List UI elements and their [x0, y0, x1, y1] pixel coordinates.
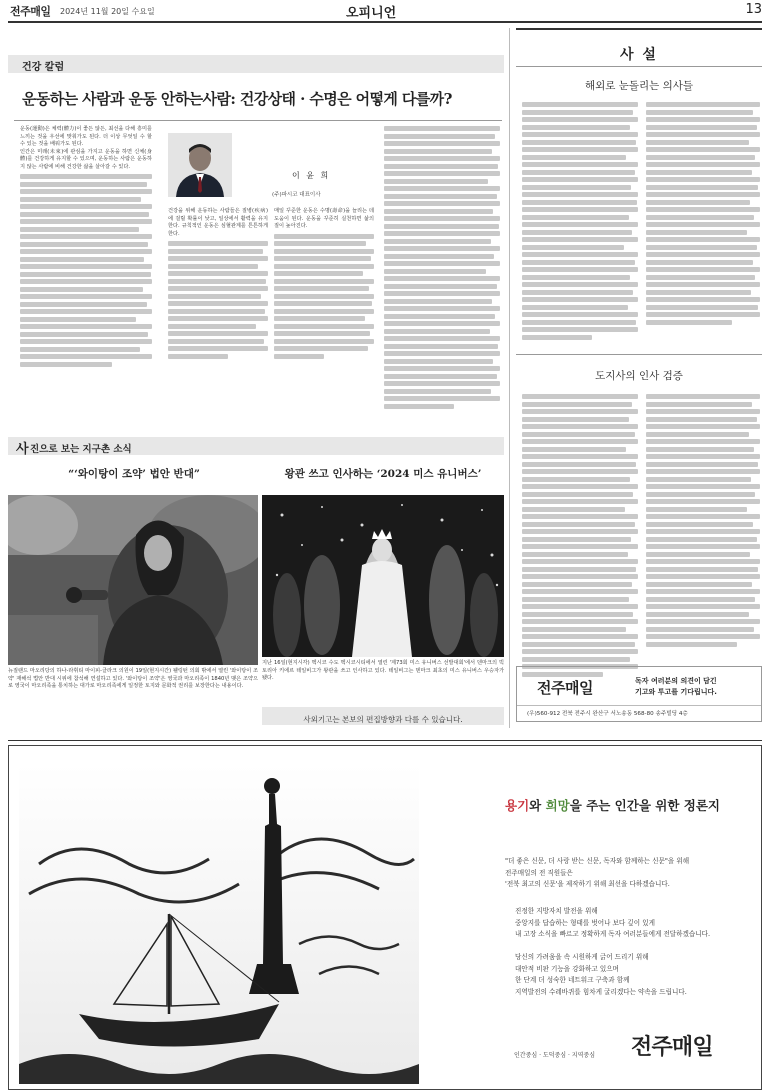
ad-illustration: [19, 764, 419, 1084]
header-rule: [8, 21, 762, 23]
ad-para2-2: 대안적 비판 기능을 강화하고 있으며: [515, 964, 619, 973]
editorial-title-1: 해외로 눈돌리는 의사들: [584, 80, 694, 92]
ad-headline-and: 와: [529, 798, 546, 813]
ad-quote-2: 전주매일의 전 직원들은: [505, 868, 573, 877]
column-text-3: [274, 208, 374, 361]
photo-section-initial: 사: [16, 442, 29, 457]
ad-top-rule: [8, 740, 762, 741]
column-lead: 운동(運動)은 체력(體力)이 좋든 않든, 최선을 다해 흥미를 느끼는 것을 우선에 맞춰가도 된다. 더 이상 무엇일 수 할 수 있는 것을 배워가도 된다.: [20, 126, 152, 147]
author-title: (주)파시코 대표이사: [272, 192, 321, 198]
editorial-rule: [516, 66, 762, 67]
right-photo-title: 왕관 쓰고 인사하는 ‘2024 미스 유니버스’: [284, 468, 482, 480]
ad-para1-2: 중앙지를 답습하는 형태를 벗어나 보다 깊이 있게: [515, 918, 655, 927]
editorial-title-2: 도지사의 인사 검증: [595, 370, 683, 382]
column-p2: 건강을 위해 운동하는 사람들은 질병(疾病)에 걸릴 확률이 낮고, 일상에서 활력을 유지한다. 규칙적인 운동은 심혈관계를 튼튼하게 한다.: [168, 208, 268, 237]
ad-paragraph-1: [515, 906, 760, 941]
pageant-photo: [262, 495, 504, 657]
column-title: 운동하는 사람과 운동 안하는사람: 건강상태 · 수명은 어떻게 다를까?: [22, 90, 452, 108]
ad-quote-3: '전북 최고의 신문'을 제작하기 위해 최선을 다하겠습니다.: [505, 880, 670, 888]
ad-slogan: 인간중심 · 도덕중심 · 지역중심: [514, 1052, 595, 1059]
photo-section-band: [8, 437, 504, 455]
column-p1: 인간은 미래(未來)에 관심을 가지고 운동을 하면 신체(身體)를 건강하게 유지할 수 있으며, 운동하는 사람은 운동하지 않는 사람에 비해 건강한 삶을 살아갈 수 있다.: [20, 148, 152, 170]
ad-headline: [505, 796, 720, 814]
column-tag: 건강 칼럼: [22, 62, 65, 73]
page-number: 13: [745, 2, 762, 17]
ad-para1-3: 내 고장 소식을 빠르고 정확하게 독자 여러분들에게 전달하겠습니다.: [515, 930, 711, 938]
column-p3: 매일 꾸준한 운동은 수명(壽命)을 늘리는 데 도움이 된다. 운동을 꾸준히 실천하면 삶의 질이 높아진다.: [274, 208, 374, 229]
paper-name: 전주매일: [10, 5, 51, 18]
submission-address: (우)560-912 전북 전주시 완산구 서노송동 568-80 송주빌딩 4층: [527, 711, 688, 717]
submission-divider: [517, 705, 761, 706]
issue-date: 2024년 11월 20일 수요일: [60, 7, 155, 16]
column-text-2: [168, 208, 268, 361]
notice-band: [262, 707, 504, 725]
column-tag-band: [8, 55, 504, 73]
ad-para2-1: 당신의 가려움을 속 시원하게 긁어 드리기 위해: [515, 953, 649, 961]
ad-quote-1: "더 좋은 신문, 더 사랑 받는 신문, 독자와 함께하는 신문"을 위해: [505, 857, 690, 865]
ad-para2-4: 지역발전의 수레바퀴를 힘차게 굴리겠다는 약속을 드립니다.: [515, 987, 687, 996]
left-photo-title: “‘와이탕이 조약’ 법안 반대”: [68, 468, 200, 480]
ad-headline-rest: 을 주는 인간을 위한 정론지: [569, 798, 720, 813]
author-photo: [168, 133, 232, 197]
editorial-2-col-a: [522, 394, 638, 679]
editorial-top-rule: [516, 28, 762, 30]
right-photo-caption: 지난 16일(현지시각) 멕시코 수도 멕시코시티에서 열린 '제73회 미스 유니버스 선발대회'에서 덴마크의 빅토리아 키에르 테일비그가 왕관을 쓰고 인사하고 있다. 테일비그는 덴마크 최초의 미스 유니버스 우승자가 됐다.: [262, 660, 504, 681]
ad-headline-courage: 용기: [505, 798, 530, 813]
editorial-1-col-b: [646, 102, 760, 327]
contribution-notice: 사외기고는 본보의 편집방향과 다를 수 있습니다.: [303, 715, 463, 724]
ad-para2-3: 한 단계 더 성숙한 네트워크 구축과 함께: [515, 976, 630, 984]
submission-line-1: 독자 여러분의 의견이 담긴: [635, 677, 717, 685]
submission-logo: 전주매일: [537, 679, 593, 697]
editorial-rule-2: [516, 354, 762, 355]
ad-para1-1: 진정한 지방자치 발전을 위해: [515, 907, 598, 915]
column-rule: [14, 120, 502, 121]
house-ad: [8, 745, 762, 1090]
author-name: 이 윤 희: [292, 171, 331, 180]
ad-logo: 전주매일: [631, 1034, 713, 1060]
submission-box: [516, 666, 762, 722]
editorial-1-col-a: [522, 102, 638, 342]
ad-quote: [505, 856, 755, 891]
protest-photo: [8, 495, 258, 665]
column-text-1: [20, 126, 152, 369]
left-photo-caption: 뉴질랜드 마오리당의 하나-라휘티 마이피-클라크 의원이 19일(현지시간) 웰링턴 의회 밖에서 열린 '와이탕이 조약' 재해석 법안 반대 시위에 참석해 연설하고 있다. '와이탕이 조약'은 영국과 마오리족이 1840년 맺은 조약으로 영국이 마오리족을 통치하는 대가로 마오리족에게 일정한 토지와 문화적 권리를 보장한다는 내용이다.: [8, 668, 258, 689]
column-text-4: [384, 126, 500, 411]
submission-line-2: 기고와 투고를 기다립니다.: [635, 688, 717, 696]
page-header: [0, 0, 770, 22]
column-divider: [509, 28, 510, 728]
ad-headline-hope: 희망: [545, 798, 570, 813]
section-title: 오피니언: [346, 6, 397, 21]
ad-paragraph-2: [515, 952, 760, 998]
photo-section-label: 진으로 보는 지구촌 소식: [30, 444, 132, 455]
editorial-tag: 사 설: [620, 47, 658, 63]
editorial-2-col-b: [646, 394, 760, 649]
